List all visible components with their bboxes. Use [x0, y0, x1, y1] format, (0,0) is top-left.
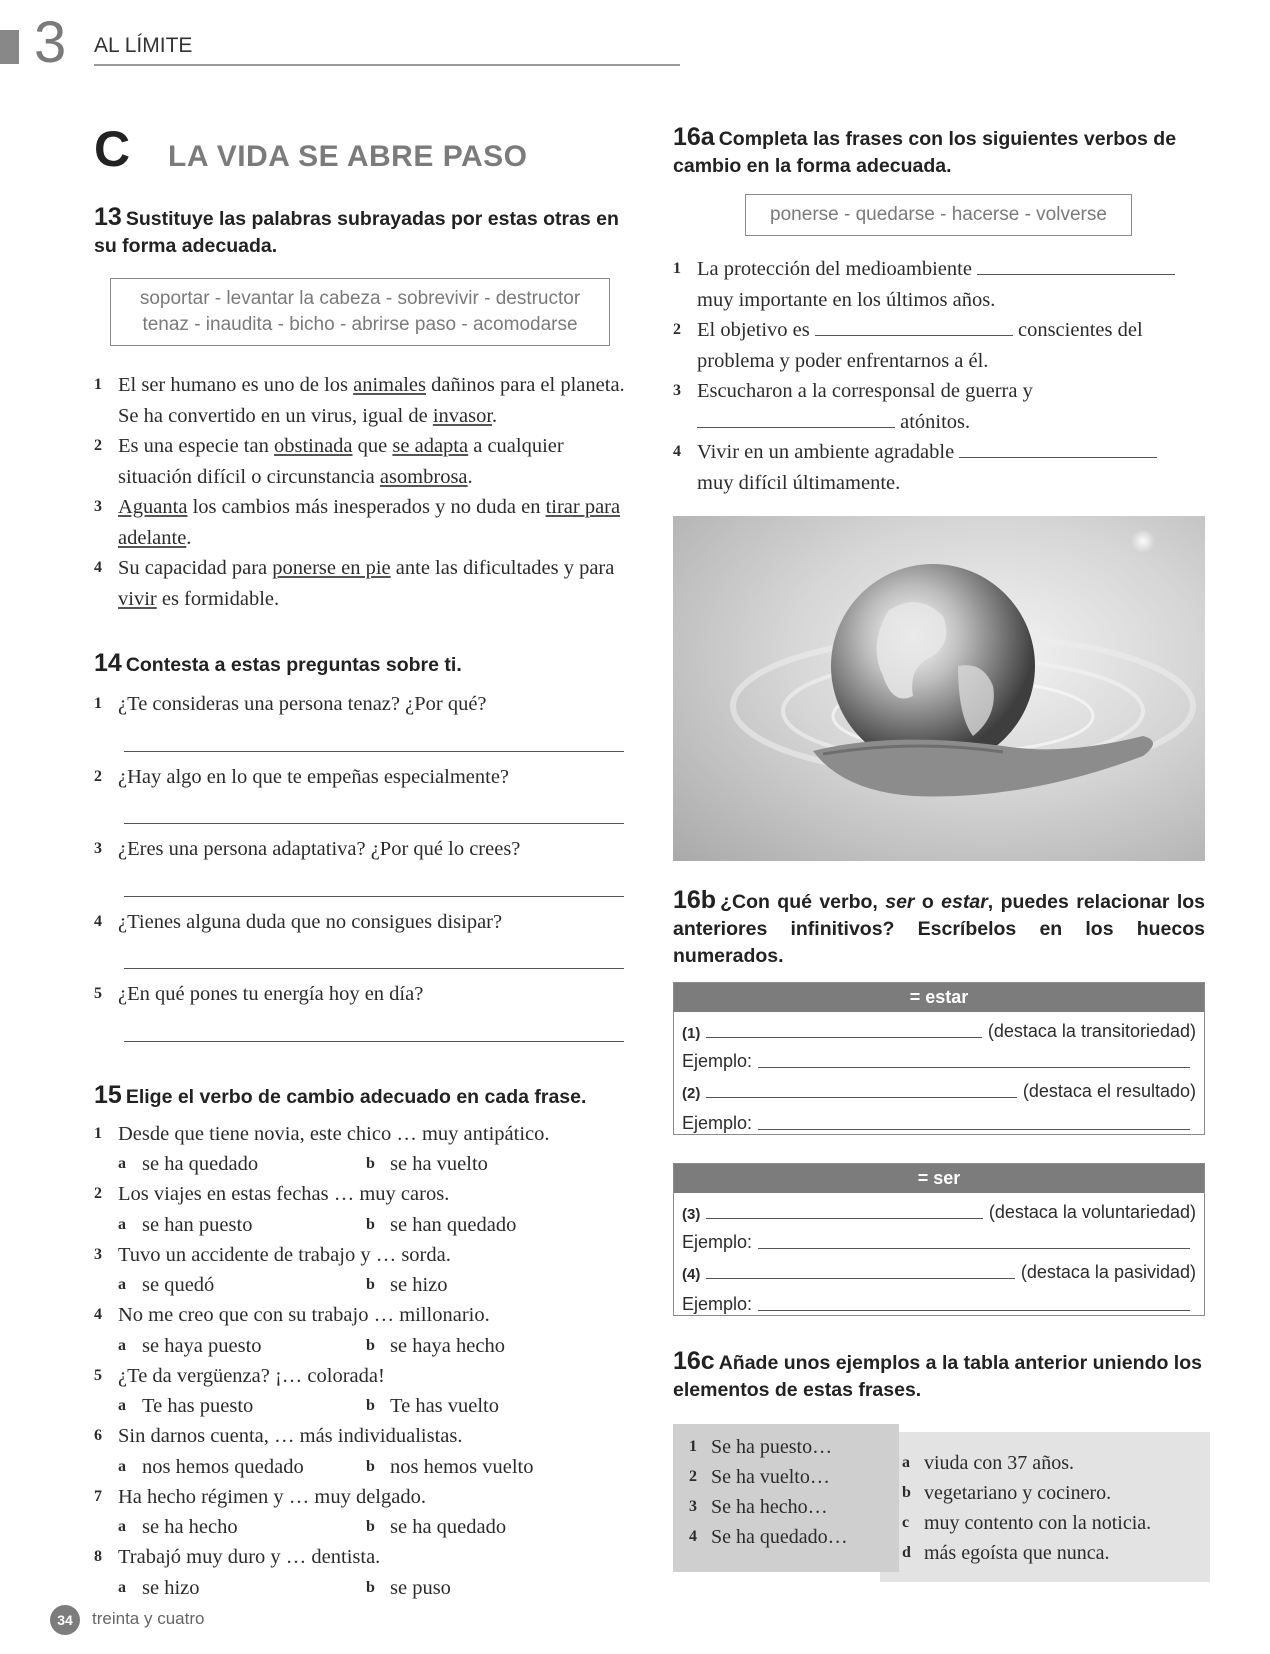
underlined-word: animales [353, 374, 427, 396]
exercise-16c-number: 16c [673, 1347, 715, 1375]
exercise-16a-number: 16a [673, 123, 715, 151]
list-item [94, 979, 630, 1042]
item-text: muy contento con la noticia. [924, 1512, 1152, 1534]
item-number: 2 [94, 767, 102, 785]
exercise-15 [94, 1082, 630, 1603]
exercise-16a-word-box: ponerse - quedarse - hacerse - volverse [745, 194, 1132, 236]
item-number: 2 [689, 1468, 697, 1485]
item-number: 3 [689, 1498, 697, 1515]
item-number: 5 [94, 1366, 102, 1384]
underlined-word: Aguanta [118, 496, 188, 518]
exercise-16a-list [673, 254, 1205, 498]
row-note: (destaca la pasividad) [1020, 1262, 1196, 1282]
underlined-word: ponerse en pie [272, 557, 391, 579]
item-text: Se ha vuelto… [711, 1466, 830, 1488]
option-letter: a [118, 1336, 126, 1354]
item-letter: a [902, 1454, 910, 1471]
blank-line[interactable] [977, 257, 1175, 275]
option-letter: a [118, 1578, 126, 1596]
list-item [94, 1421, 630, 1482]
table-estar [673, 982, 1205, 1135]
item-number: 2 [94, 1185, 102, 1202]
option-text: se hizo [390, 1274, 448, 1296]
exercise-16b-instruction: ¿Con qué verbo, [720, 891, 886, 913]
table-row [674, 1072, 1204, 1102]
exercise-16b-number: 16b [673, 886, 717, 914]
matching-right-column [880, 1432, 1210, 1582]
table-estar-header: = estar [674, 983, 1204, 1012]
list-item [94, 762, 630, 825]
list-item [94, 1119, 630, 1180]
option-a[interactable] [118, 1210, 366, 1240]
option-text: se ha vuelto [390, 1153, 488, 1175]
item-number: 3 [94, 840, 102, 857]
item-text: Se ha quedado… [711, 1526, 848, 1548]
table-row [674, 1223, 1204, 1253]
exercise-13-word-box [110, 278, 610, 346]
option-text: Te has puesto [142, 1395, 254, 1417]
item-number: 8 [94, 1548, 102, 1565]
option-text: se haya hecho [390, 1334, 505, 1357]
header-bar [0, 30, 19, 64]
item-number: 6 [94, 1427, 102, 1444]
word-box-line-1: soportar - levantar la cabeza - sobrevivir - destructor [139, 288, 581, 309]
item-text: . [467, 465, 473, 488]
item-text: ante las dificultades y para [390, 557, 615, 579]
list-item[interactable] [689, 1522, 899, 1552]
sentence-text: No me creo que con su trabajo … millonario. [118, 1304, 490, 1326]
option-b[interactable] [366, 1452, 614, 1482]
section-heading [94, 120, 630, 178]
sentence-text: Desde que tiene novia, este chico … muy antipático. [118, 1122, 550, 1145]
exercise-16b-title [673, 887, 1205, 970]
item-number: 3 [94, 498, 102, 515]
option-letter: b [366, 1578, 375, 1596]
list-item [94, 907, 630, 970]
option-a[interactable] [118, 1452, 366, 1482]
sentence-text: Ha hecho régimen y … muy delgado. [118, 1485, 426, 1508]
blank-line[interactable] [697, 410, 895, 428]
list-item[interactable] [689, 1492, 899, 1522]
word-box-line-2: tenaz - inaudita - bicho - abrirse paso - acomodarse [142, 314, 578, 335]
option-a[interactable] [118, 1512, 366, 1542]
option-letter: a [118, 1457, 126, 1475]
item-text: viuda con 37 años. [924, 1452, 1074, 1474]
item-number: 5 [94, 985, 102, 1002]
item-text: conscientes del [1017, 319, 1143, 341]
option-b[interactable] [366, 1331, 614, 1361]
option-a[interactable] [118, 1270, 366, 1300]
globe-illustration [673, 516, 1205, 861]
sentence-text: Trabajó muy duro y … dentista. [118, 1546, 381, 1568]
list-item [94, 689, 630, 752]
blank-line[interactable] [959, 440, 1157, 458]
item-text: muy difícil últimamente. [697, 471, 901, 494]
row-note: (destaca la transitoriedad) [987, 1021, 1196, 1041]
option-text: Te has vuelto [390, 1395, 500, 1417]
option-a[interactable] [118, 1331, 366, 1361]
question-text: ¿En qué pones tu energía hoy en día? [118, 983, 424, 1005]
list-item [94, 1482, 630, 1543]
item-number: 1 [94, 1124, 102, 1142]
list-item [94, 1240, 630, 1301]
list-item [94, 1542, 630, 1603]
option-text: se han quedado [390, 1213, 517, 1236]
underlined-word: tirar para adelante [118, 496, 621, 549]
item-text: Se ha hecho… [711, 1496, 828, 1518]
option-letter: a [118, 1518, 126, 1535]
option-a[interactable] [118, 1573, 366, 1603]
option-a[interactable] [118, 1149, 366, 1179]
exercise-13-title [94, 204, 630, 260]
example-label: Ejemplo: [682, 1232, 753, 1252]
option-text: se quedó [142, 1274, 215, 1296]
list-item [94, 431, 630, 492]
left-column [94, 120, 630, 1603]
list-item [94, 1300, 630, 1361]
underlined-word: invasor [432, 404, 493, 427]
item-number: 7 [94, 1487, 102, 1505]
example-label: Ejemplo: [682, 1294, 753, 1314]
answer-line[interactable] [124, 728, 624, 752]
answer-line[interactable] [124, 1018, 624, 1042]
list-item [94, 553, 630, 614]
exercise-16c-instruction: Añade unos ejemplos a la tabla anterior uniendo los elementos de estas frases. [673, 1352, 1202, 1401]
blank-line[interactable] [758, 1291, 1190, 1311]
example-label: Ejemplo: [682, 1113, 753, 1133]
option-b[interactable] [366, 1210, 614, 1240]
page-number: 34 [50, 1605, 80, 1635]
page-number-words: treinta y cuatro [92, 1609, 205, 1628]
row-note: (destaca el resultado) [1022, 1081, 1196, 1101]
item-text: atónitos. [900, 410, 971, 433]
option-text: se ha quedado [142, 1153, 259, 1175]
exercise-15-title [94, 1082, 630, 1111]
item-text: La protección del medioambiente [697, 258, 972, 280]
row-label: (4) [682, 1266, 701, 1283]
item-number: 3 [673, 382, 681, 399]
matching-panel [673, 1424, 1205, 1584]
list-item [673, 254, 1205, 315]
blank-line[interactable] [758, 1110, 1190, 1130]
option-letter: a [118, 1215, 126, 1233]
option-letter: b [366, 1518, 375, 1535]
item-text: Es una especie tan [118, 435, 274, 457]
blank-line[interactable] [706, 1018, 982, 1038]
option-letter: b [366, 1276, 375, 1293]
exercise-16b-instruction: , puedes relacionar los anteriores infinitivos? Escríbelos en los huecos numerados. [673, 891, 1205, 967]
word-ser: ser [885, 891, 915, 913]
exercise-14 [94, 650, 630, 1042]
item-text: vegetariano y cocinero. [924, 1482, 1112, 1504]
exercise-15-list [94, 1119, 630, 1603]
option-letter: b [366, 1457, 375, 1475]
option-letter: b [366, 1336, 375, 1354]
item-number: 1 [689, 1438, 697, 1455]
matching-left-column [673, 1424, 899, 1572]
blank-line[interactable] [815, 318, 1013, 336]
exercise-15-number: 15 [94, 1080, 122, 1109]
option-b[interactable] [366, 1270, 614, 1300]
table-row [674, 1012, 1204, 1042]
list-item [673, 315, 1205, 376]
table-row [674, 1193, 1204, 1223]
option-b[interactable] [366, 1391, 614, 1421]
option-letter: a [118, 1397, 126, 1414]
option-letter: a [118, 1155, 126, 1172]
table-row [674, 1042, 1204, 1072]
row-label: (3) [682, 1206, 701, 1223]
exercise-13-list [94, 370, 630, 614]
globe-in-hand-photo [673, 516, 1205, 861]
list-item[interactable] [902, 1508, 1210, 1538]
item-text: . [492, 404, 498, 427]
answer-line[interactable] [124, 800, 624, 824]
option-b[interactable] [366, 1512, 614, 1542]
list-item [94, 492, 630, 553]
item-text: que [352, 435, 393, 457]
item-text: muy importante en los últimos años. [697, 288, 996, 311]
item-text: más egoísta que nunca. [924, 1542, 1110, 1564]
table-ser-header: = ser [674, 1164, 1204, 1193]
list-item [673, 437, 1205, 498]
item-text: a cualquier situación difícil o circunstancia [118, 435, 564, 488]
item-text: Escucharon a la corresponsal de guerra y [697, 380, 1033, 402]
item-letter: d [902, 1544, 911, 1561]
word-estar: estar [941, 891, 988, 913]
item-number: 4 [673, 443, 681, 460]
exercise-15-instruction: Elige el verbo de cambio adecuado en cada frase. [125, 1085, 587, 1108]
blank-line[interactable] [758, 1229, 1190, 1249]
exercise-13 [94, 204, 630, 614]
exercise-16a [673, 124, 1205, 498]
item-text: . [186, 526, 192, 549]
underlined-word: vivir [118, 587, 157, 610]
list-item[interactable] [689, 1462, 899, 1492]
blank-line[interactable] [758, 1048, 1190, 1068]
item-text: Su capacidad para [118, 557, 273, 579]
question-text: ¿Te consideras una persona tenaz? ¿Por qué? [118, 693, 487, 715]
table-ser [673, 1163, 1205, 1316]
row-label: (1) [682, 1025, 701, 1042]
item-text: El ser humano es uno de los [118, 374, 354, 396]
sentence-text: Sin darnos cuenta, … más individualistas. [118, 1425, 463, 1447]
option-letter: b [366, 1155, 375, 1172]
question-text: ¿Eres una persona adaptativa? ¿Por qué lo crees? [118, 838, 521, 860]
sentence-text: Tuvo un accidente de trabajo y … sorda. [118, 1243, 451, 1266]
exercise-14-instruction: Contesta a estas preguntas sobre ti. [125, 654, 462, 676]
row-note: (destaca la voluntariedad) [988, 1202, 1196, 1222]
list-item [94, 1179, 630, 1240]
list-item[interactable] [902, 1478, 1210, 1508]
question-text: ¿Tienes alguna duda que no consigues disipar? [118, 910, 503, 933]
sentence-text: Los viajes en estas fechas … muy caros. [118, 1183, 450, 1205]
option-letter: b [366, 1397, 375, 1414]
list-item[interactable] [902, 1538, 1210, 1568]
list-item [94, 1361, 630, 1422]
unit-title: AL LÍMITE [94, 34, 193, 57]
list-item[interactable] [689, 1432, 899, 1462]
item-text: problema y poder enfrentarnos a él. [697, 349, 989, 372]
exercise-16c [673, 1348, 1205, 1584]
unit-number: 3 [34, 10, 67, 75]
item-number: 1 [94, 695, 102, 712]
option-text: se han puesto [142, 1213, 253, 1236]
option-text: se hizo [142, 1576, 200, 1599]
exercise-16c-title [673, 1348, 1205, 1404]
exercise-13-instruction: Sustituye las palabras subrayadas por estas otras en su forma adecuada. [94, 208, 619, 257]
list-item [94, 834, 630, 897]
blank-line[interactable] [706, 1259, 1015, 1279]
section-letter: C [94, 121, 131, 177]
option-a[interactable] [118, 1391, 366, 1421]
item-text: dañinos para el planeta. Se ha convertido en un virus, igual de [118, 374, 625, 427]
list-item[interactable] [902, 1448, 1210, 1478]
option-text: se ha hecho [142, 1516, 238, 1538]
exercise-14-list [94, 689, 630, 1042]
section-title: LA VIDA SE ABRE PASO [168, 140, 528, 173]
exercise-14-title [94, 650, 630, 679]
item-text: es formidable. [156, 587, 280, 610]
item-text: Vivir en un ambiente agradable [697, 441, 955, 463]
exercise-16a-title [673, 124, 1205, 180]
right-column [673, 124, 1205, 1584]
option-text: se haya puesto [142, 1334, 262, 1357]
item-number: 1 [94, 376, 102, 393]
blank-line[interactable] [706, 1078, 1017, 1098]
item-text: El objetivo es [697, 319, 810, 341]
option-text: nos hemos quedado [142, 1455, 304, 1478]
item-number: 4 [94, 912, 102, 930]
table-row [674, 1253, 1204, 1283]
sentence-text: ¿Te da vergüenza? ¡… colorada! [118, 1364, 385, 1387]
item-letter: c [902, 1514, 910, 1531]
example-label: Ejemplo: [682, 1051, 753, 1071]
item-number: 4 [689, 1528, 697, 1545]
table-row [674, 1283, 1204, 1315]
header-rule [94, 64, 680, 66]
underlined-word: se adapta [392, 435, 469, 457]
option-text: se puso [390, 1576, 451, 1599]
exercise-16a-instruction: Completa las frases con los siguientes verbos de cambio en la forma adecuada. [673, 128, 1177, 177]
option-b[interactable] [366, 1573, 614, 1603]
option-b[interactable] [366, 1149, 614, 1179]
list-item [94, 370, 630, 431]
question-text: ¿Hay algo en lo que te empeñas especialmente? [118, 765, 510, 788]
blank-line[interactable] [706, 1199, 983, 1219]
exercise-13-number: 13 [94, 203, 122, 231]
table-row [674, 1102, 1204, 1134]
item-letter: b [902, 1484, 911, 1501]
option-letter: a [118, 1276, 126, 1293]
underlined-word: obstinada [273, 435, 353, 457]
list-item [673, 376, 1205, 437]
item-number: 4 [94, 1306, 102, 1323]
option-text: se ha quedado [390, 1516, 507, 1538]
exercise-14-number: 14 [94, 649, 122, 677]
row-label: (2) [682, 1085, 701, 1102]
item-number: 3 [94, 1245, 102, 1263]
underlined-word: asombrosa [379, 465, 468, 488]
exercise-16b-instruction: o [914, 891, 942, 913]
item-number: 2 [94, 437, 102, 454]
answer-line[interactable] [124, 873, 624, 897]
item-number: 4 [94, 559, 102, 576]
item-number: 2 [673, 321, 681, 338]
answer-line[interactable] [124, 945, 624, 969]
item-text: los cambios más inesperados y no duda en [187, 496, 546, 518]
item-text: Se ha puesto… [711, 1436, 833, 1458]
exercise-16b [673, 887, 1205, 1316]
option-letter: b [366, 1215, 375, 1233]
item-number: 1 [673, 260, 681, 277]
option-text: nos hemos vuelto [390, 1455, 534, 1478]
